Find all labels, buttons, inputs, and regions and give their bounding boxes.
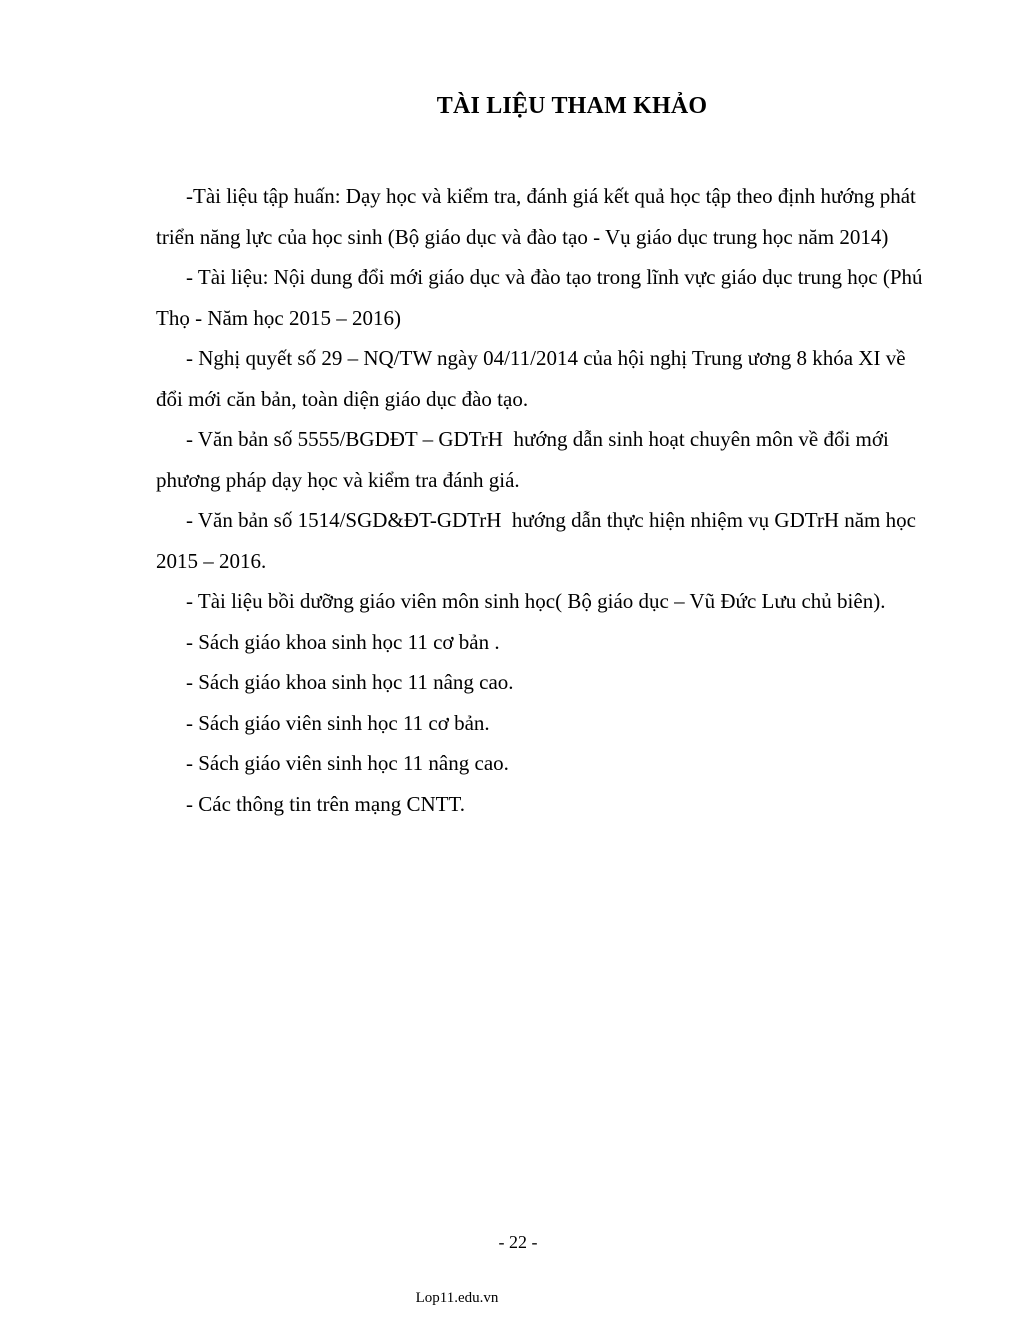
reference-list [156,176,926,824]
reference-item-6: - Tài liệu bồi dưỡng giáo viên môn sinh học( Bộ giáo dục – Vũ Đức Lưu chủ biên). [186,589,886,613]
reference-item-7: - Sách giáo khoa sinh học 11 cơ bản . [186,629,500,654]
page-title: TÀI LIỆU THAM KHẢO [436,93,708,119]
page-number: - 22 - [498,1232,538,1252]
reference-item-4: - Văn bản số 5555/BGDĐT – GDTrH hướng dẫn sinh hoạt chuyên môn về đổi mới phương pháp dạy học và kiểm tra đánh giá. [156,427,895,492]
reference-item-9: - Sách giáo viên sinh học 11 cơ bản. [186,710,490,735]
reference-item-1: -Tài liệu tập huấn: Dạy học và kiểm tra, đánh giá kết quả học tập theo định hướng phát triển năng lực của học sinh (Bộ giáo dục và đào tạo - Vụ giáo dục trung học năm 2014) [156,184,922,249]
footer-site-name: Lop11.edu.vn [415,1290,499,1306]
reference-item-2: - Tài liệu: Nội dung đổi mới giáo dục và đào tạo trong lĩnh vực giáo dục trung học (Phú Thọ - Năm học 2015 – 2016) [156,265,928,330]
reference-item-3: - Nghị quyết số 29 – NQ/TW ngày 04/11/2014 của hội nghị Trung ương 8 khóa XI về đổi mới căn bản, toàn diện giáo dục đào tạo. [156,346,911,411]
reference-item-5: - Văn bản số 1514/SGD&ĐT-GDTrH hướng dẫn thực hiện nhiệm vụ GDTrH năm học 2015 – 2016. [156,508,922,573]
reference-item-8: - Sách giáo khoa sinh học 11 nâng cao. [186,670,514,694]
reference-item-10: - Sách giáo viên sinh học 11 nâng cao. [186,751,509,775]
reference-item-11: - Các thông tin trên mạng CNTT. [186,791,465,816]
